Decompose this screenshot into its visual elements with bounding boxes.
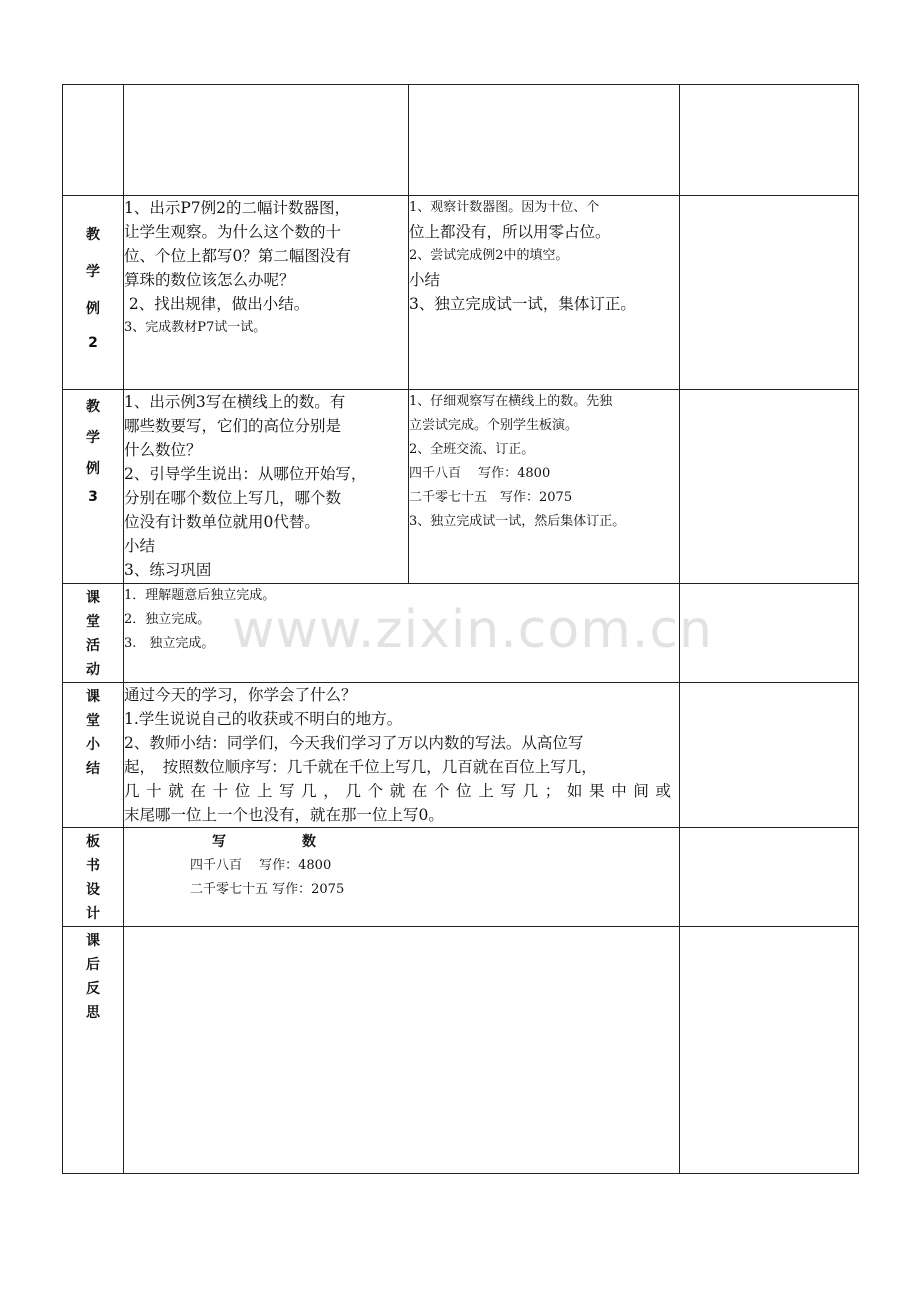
board-design-content: 写 数 四千八百 写作：4800 二千零七十五 写作：2075 <box>124 828 680 927</box>
cell-empty <box>63 85 124 196</box>
row-label-class-summary: 课 堂 小 结 <box>63 683 124 828</box>
lesson-plan-table <box>62 84 859 1174</box>
row-label-example-2: 教 学 例 2 <box>63 196 124 390</box>
student-activity-example-2: 1、观察计数器图。因为十位、个 位上都没有，所以用零占位。 2、尝试完成例2中的填空。 小结 3、独立完成试一试，集体订正。 <box>409 196 680 390</box>
row-label-class-activity: 课 堂 活 动 <box>63 584 124 683</box>
row-label-board-design: 板 书 设 计 <box>63 828 124 927</box>
teacher-activity-example-2: 1、出示P7例2的二幅计数器图， 让学生观察。为什么这个数的十 位、个位上都写0？第二幅图没有 算珠的数位该怎么办呢？ 2、找出规律，做出小结。 3、完成教材P7试一试。 <box>124 196 409 390</box>
class-activity-content: 1．理解题意后独立完成。 2．独立完成。 3. 独立完成。 <box>124 584 680 683</box>
student-activity-example-3: 1、仔细观察写在横线上的数。先独 立尝试完成。个别学生板演。 2、全班交流、订正。 四千八百 写作：4800 二千零七十五 写作：2075 3、独立完成试一试，然后集体订正。 <box>409 390 680 584</box>
table-row-example-2 <box>63 196 859 390</box>
cell-notes-summary <box>680 683 859 828</box>
table-row-class-activity <box>63 584 859 683</box>
reflection-content <box>124 927 680 1174</box>
table-row-example-3 <box>63 390 859 584</box>
teacher-activity-example-3: 1、出示例3写在横线上的数。有 哪些数要写，它们的高位分别是 什么数位？ 2、引导学生说出：从哪位开始写， 分别在哪个数位上写几，哪个数 位没有计数单位就用0代替。 小结 3、练习巩固 <box>124 390 409 584</box>
cell-empty <box>409 85 680 196</box>
table-row-top-empty <box>63 85 859 196</box>
cell-empty <box>680 85 859 196</box>
cell-notes-reflection <box>680 927 859 1174</box>
cell-notes-example-3 <box>680 390 859 584</box>
table-row-class-summary <box>63 683 859 828</box>
cell-empty <box>124 85 409 196</box>
watermark: www.zixin.com.cn <box>232 600 713 660</box>
table-row-board-design <box>63 828 859 927</box>
cell-notes-board <box>680 828 859 927</box>
class-summary-content: 通过今天的学习，你学会了什么？ 1.学生说说自己的收获或不明白的地方。 2、教师小结：同学们，今天我们学习了万以内数的写法。从高位写 起， 按照数位顺序写：几千就在千位上写几，几百就在百位上写几， 几十就在十位上写几，几个就在个位上写几；如果中间或 末尾哪一位上一个也没有，就在那一位上写0。 <box>124 683 680 828</box>
row-label-reflection: 课 后 反 思 <box>63 927 124 1174</box>
board-title: 写 数 <box>212 834 316 850</box>
cell-notes-example-2 <box>680 196 859 390</box>
table-row-reflection <box>63 927 859 1174</box>
row-label-example-3: 教 学 例 3 <box>63 390 124 584</box>
cell-notes-activity <box>680 584 859 683</box>
